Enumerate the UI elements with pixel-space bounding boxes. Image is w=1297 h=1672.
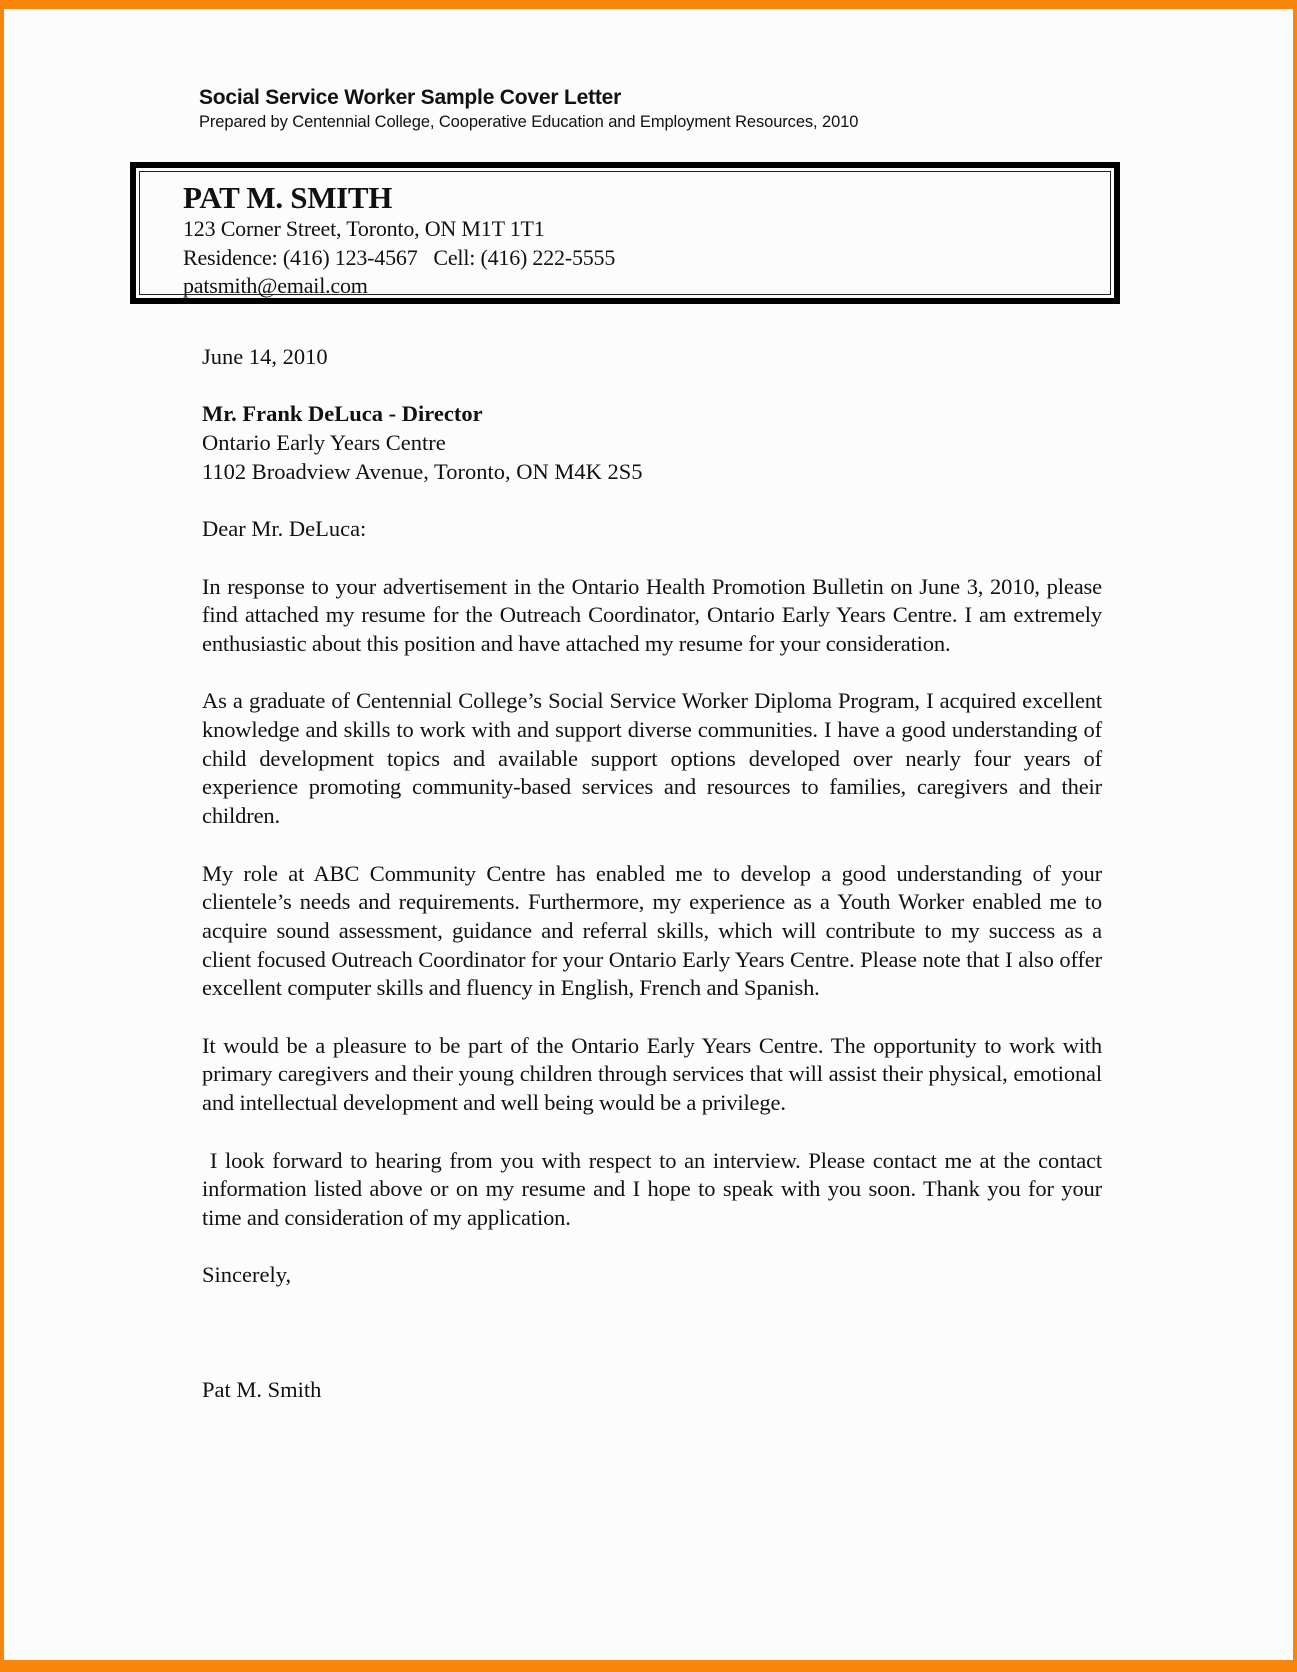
sender-email: patsmith@email.com <box>183 273 368 298</box>
closing: Sincerely, <box>202 1262 292 1288</box>
body-paragraph: It would be a pleasure to be part of the Ontario Early Years Centre. The opportunity to work with primary caregivers and their young children through services that will assist their physical, emotional and intellectual development and well being would be a privilege. <box>202 1032 1102 1116</box>
document-page <box>4 9 1293 1660</box>
document-subtitle: Prepared by Centennial College, Cooperative Education and Employment Resources, 2010 <box>199 113 859 131</box>
body-paragraph: As a graduate of Centennial College’s Social Service Worker Diploma Program, I acquired excellent knowledge and skills to work with and support diverse communities. I have a good understanding of child development topics and available support options developed over nearly four years of experience promoting community-based services and resources to families, caregivers and their children. <box>202 688 1102 829</box>
document-header <box>199 85 858 133</box>
recipient-name: Mr. Frank DeLuca - Director <box>202 401 483 427</box>
body-paragraph: In response to your advertisement in the Ontario Health Promotion Bulletin on June 3, 2010, please find attached my resume for the Outreach Coordinator, Ontario Early Years Centre. I am extremely enthusiastic about this position and have attached my resume for your consideration. <box>202 573 1102 656</box>
body-paragraph: I look forward to hearing from you with respect to an interview. Please contact me at the contact information listed above or on my resume and I hope to speak with you soon. Thank you for your time and consideration of my application. <box>202 1147 1108 1230</box>
letterhead-inner-frame <box>139 171 1111 298</box>
sender-address: 123 Corner Street, Toronto, ON M1T 1T1 <box>183 216 545 241</box>
letterhead-box <box>130 162 1120 304</box>
sender-name: PAT M. SMITH <box>183 180 393 215</box>
recipient-address: 1102 Broadview Avenue, Toronto, ON M4K 2S5 <box>202 458 643 484</box>
salutation: Dear Mr. DeLuca: <box>202 516 367 542</box>
body-paragraph: My role at ABC Community Centre has enabled me to develop a good understanding of your clientele’s needs and requirements. Furthermore, my experience as a Youth Worker enabled me to acquire sound assessment, guidance and referral skills, which will contribute to my success as a client focused Outreach Coordinator for your Ontario Early Years Centre. Please note that I also offer excellent computer skills and fluency in English, French and Spanish. <box>202 860 1102 1001</box>
sender-phones: Residence: (416) 123-4567 Cell: (416) 222-5555 <box>183 244 616 270</box>
letter-date: June 14, 2010 <box>202 344 328 369</box>
letter-body <box>202 343 1108 1405</box>
document-title: Social Service Worker Sample Cover Letter <box>199 86 622 109</box>
recipient-organization: Ontario Early Years Centre <box>202 430 446 456</box>
recipient-block <box>202 400 1102 486</box>
signature: Pat M. Smith <box>202 1377 322 1403</box>
